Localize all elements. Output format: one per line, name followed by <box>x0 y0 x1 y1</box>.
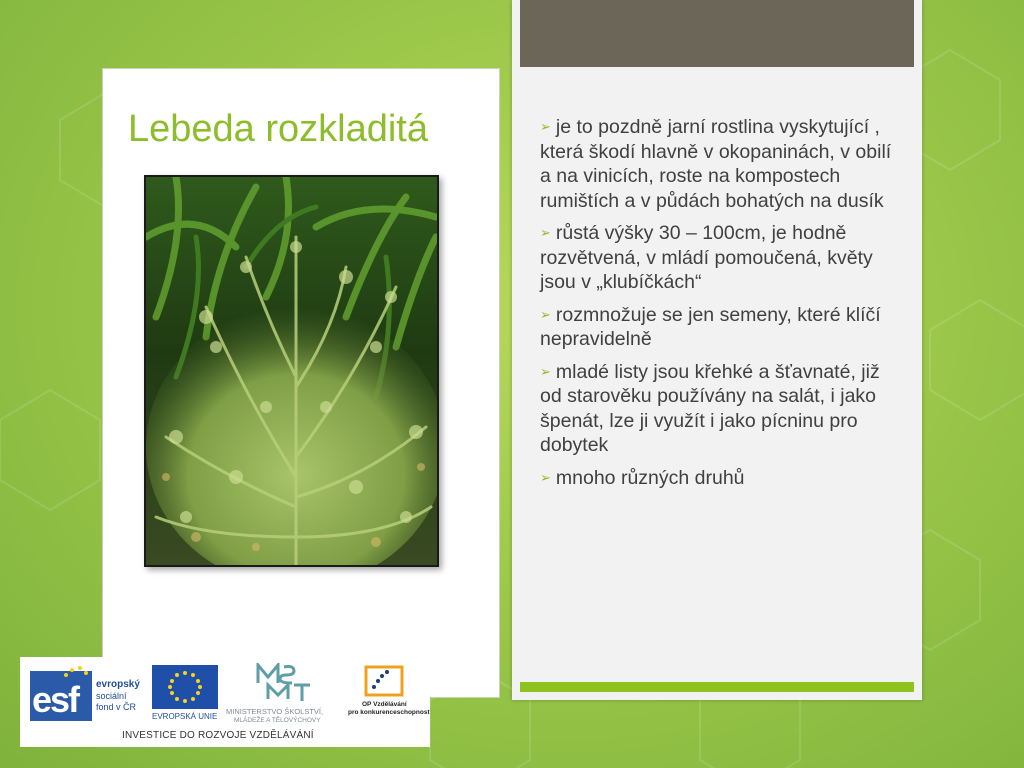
op-vk-logo <box>348 663 428 723</box>
bullet-text: je to pozdně jarní rostlina vyskytující , která škodí hlavně v okopaninách, v obilí a na vinicích, roste na kompostech rumištích a v půdách bohatých na dusík <box>540 116 892 212</box>
bullet-item <box>540 221 900 295</box>
arrow-bullet-icon: ➢ <box>540 306 551 322</box>
eu-logo <box>152 665 218 725</box>
esf-line3: fond v ČR <box>96 702 137 712</box>
slide-title: Lebeda rozkladitá <box>128 108 428 150</box>
msmt-logo <box>226 663 346 727</box>
bullet-text: mladé listy jsou křehké a šťavnaté, již od starověku používány na salát, i jako špenát, lze ji využít i jako pícninu pro dobytek <box>540 360 880 456</box>
bullet-text: růstá výšky 30 – 100cm, je hodně rozvětvená, v mládí pomoučená, květy jsou v „klubíčkách“ <box>540 222 873 293</box>
eu-stars-icon <box>62 665 88 685</box>
msmt-mark <box>254 663 314 703</box>
op-vk-icon <box>362 663 406 699</box>
arrow-bullet-icon: ➢ <box>540 119 551 134</box>
msmt-line2: MLÁDEŽE A TĚLOVÝCHOVY <box>234 717 321 724</box>
esf-line2: sociální <box>96 691 127 701</box>
arrow-bullet-icon: ➢ <box>540 363 551 379</box>
bullet-item <box>540 360 900 458</box>
investment-tagline: INVESTICE DO ROZVOJE VZDĚLÁVÁNÍ <box>122 730 314 741</box>
op-line1: OP Vzdělávání <box>362 701 407 708</box>
plant-photo <box>144 175 439 567</box>
right-footer-accent <box>520 682 914 692</box>
eu-label: EVROPSKÁ UNIE <box>152 712 218 721</box>
esf-line1: evropský <box>96 679 140 690</box>
bullet-item <box>540 115 900 213</box>
orache-plant-image <box>146 177 437 565</box>
bullet-item <box>540 466 900 491</box>
bullet-item <box>540 303 900 352</box>
arrow-bullet-icon: ➢ <box>540 469 551 485</box>
op-line2: pro konkurenceschopnost <box>348 709 430 716</box>
esf-logo <box>30 665 148 725</box>
bullet-text: mnoho různých druhů <box>555 466 745 489</box>
esf-mark: esf <box>32 679 79 720</box>
eu-flag-icon <box>152 665 218 709</box>
right-header-bar <box>520 0 914 67</box>
arrow-bullet-icon: ➢ <box>540 225 551 240</box>
funding-logos-strip <box>20 657 430 747</box>
msmt-line1: MINISTERSTVO ŠKOLSTVÍ, <box>226 707 324 716</box>
bullet-text: rozmnožuje se jen semeny, které klíčí nepravidelně <box>540 303 881 350</box>
bullet-list <box>540 115 900 498</box>
